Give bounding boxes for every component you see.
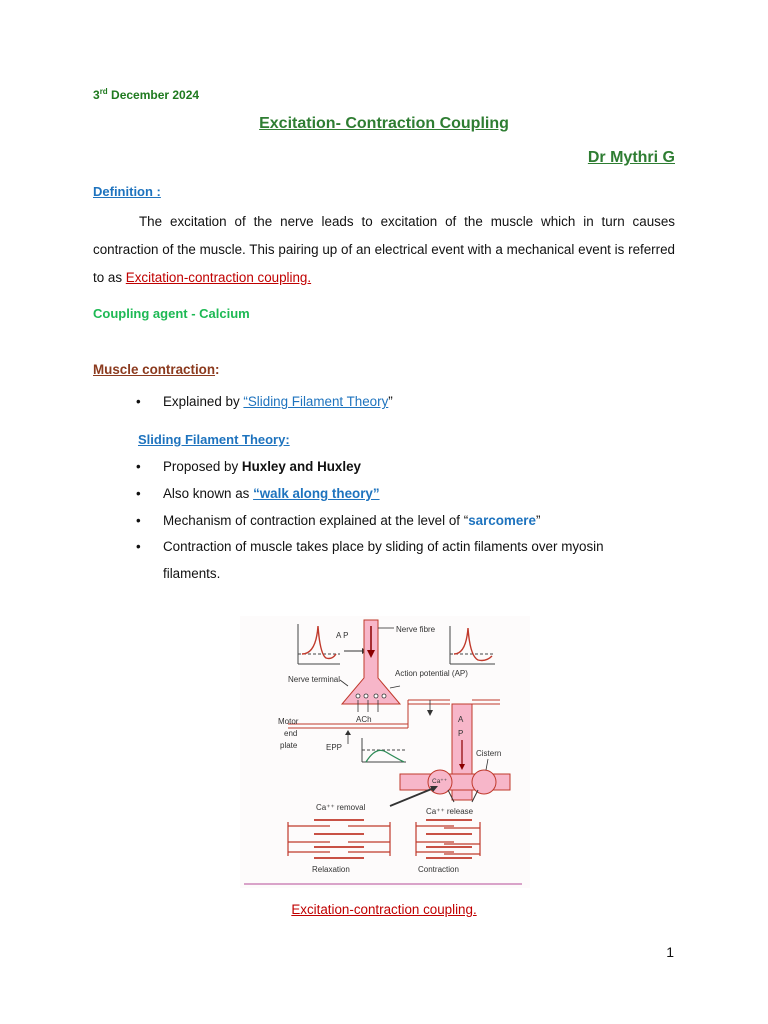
- figure-label-action-potential: Action potential (AP): [395, 669, 468, 678]
- page-number: 1: [666, 944, 674, 960]
- coupling-figure: [240, 616, 530, 888]
- figure-label-ap-vertical-a: A: [458, 715, 464, 724]
- figure-label-nerve-fibre: Nerve fibre: [396, 625, 436, 634]
- figure-label-motor: Motor: [278, 717, 299, 726]
- coupling-agent: Coupling agent - Calcium: [93, 306, 250, 321]
- sliding-filament-heading: Sliding Filament Theory:: [138, 432, 290, 447]
- figure-label-ach: ACh: [356, 715, 372, 724]
- bullet-icon: •: [136, 394, 141, 409]
- figure-label-ca-in: Ca⁺⁺: [432, 778, 448, 785]
- bullet-icon: •: [136, 486, 141, 501]
- sliding-filament-link[interactable]: “Sliding Filament Theory: [243, 394, 389, 409]
- coupling-term-link[interactable]: Excitation-contraction coupling.: [125, 270, 312, 285]
- figure-label-cistern: Cistern: [476, 749, 502, 758]
- figure-label-ap: A P: [336, 631, 349, 640]
- muscle-contraction-heading: Muscle contraction:: [93, 362, 220, 377]
- document-date: 3rd December 2024: [93, 87, 200, 102]
- figure-label-relaxation: Relaxation: [312, 865, 350, 874]
- walk-along-link[interactable]: “walk along theory”: [253, 486, 380, 501]
- document-title: Excitation- Contraction Coupling: [259, 115, 509, 132]
- bullet-icon: •: [136, 459, 141, 474]
- figure-label-end: end: [284, 729, 298, 738]
- figure-label-nerve-terminal: Nerve terminal: [288, 675, 341, 684]
- figure-label-contraction: Contraction: [418, 865, 459, 874]
- figure-caption: Excitation-contraction coupling.: [291, 902, 477, 917]
- definition-heading: Definition :: [93, 184, 161, 199]
- figure-label-ca-release: Ca⁺⁺ release: [426, 807, 474, 816]
- figure-label-ca-removal: Ca⁺⁺ removal: [316, 803, 366, 812]
- bullet-icon: •: [136, 539, 141, 554]
- bullet-icon: •: [136, 513, 141, 528]
- figure-label-plate: plate: [280, 741, 298, 750]
- figure-label-epp: EPP: [326, 743, 343, 752]
- definition-paragraph: The excitation of the nerve leads to excitation of the muscle which in turn causes contraction of the muscle. This pairing up of an electrical event with a mechanical event is referred to as Excitation-contraction coupling.: [93, 214, 675, 285]
- author-name: Dr Mythri G: [587, 149, 675, 166]
- figure-label-ap-vertical-p: P: [458, 729, 464, 738]
